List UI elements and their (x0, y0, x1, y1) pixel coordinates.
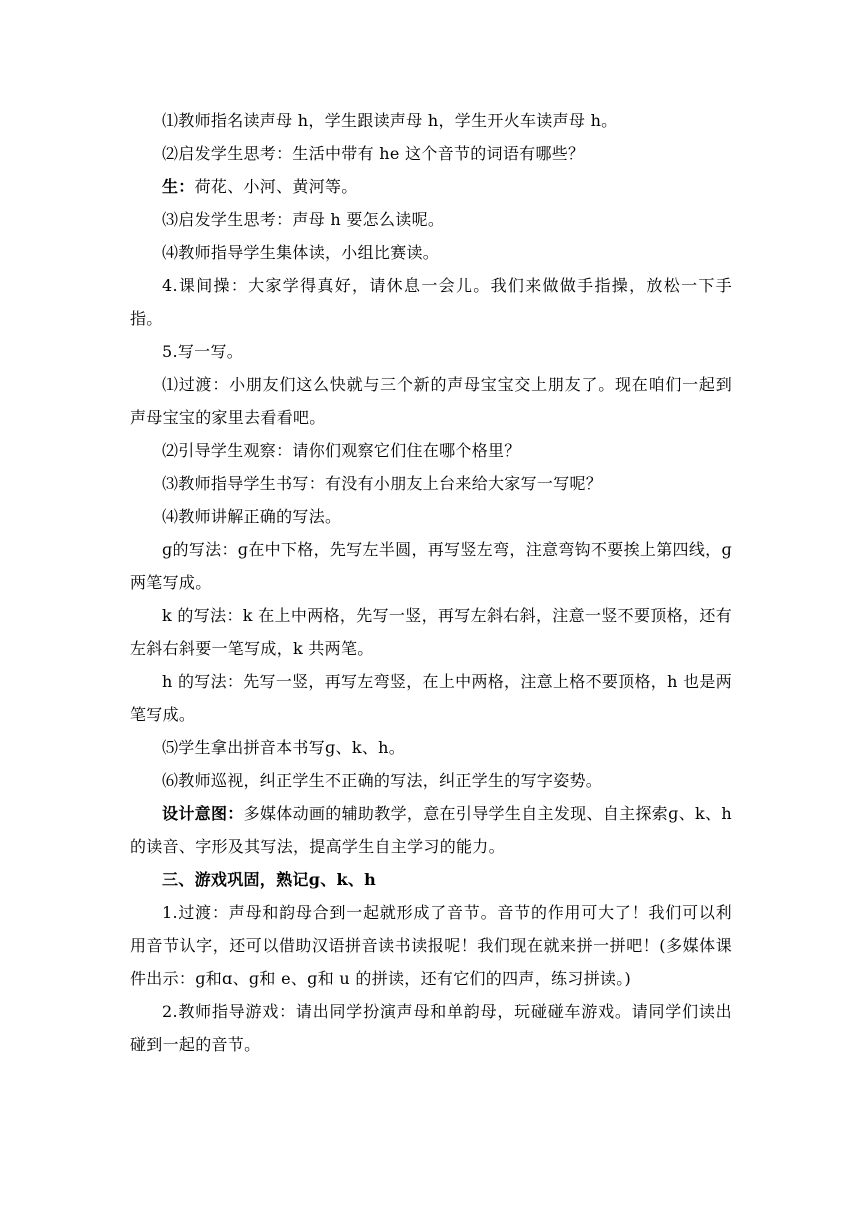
paragraph-20 (130, 995, 732, 1061)
paragraph-text: ⑷教师指导学生集体读，小组比赛读。 (162, 243, 440, 262)
paragraph-6 (130, 269, 732, 335)
paragraph-8 (130, 368, 732, 434)
paragraph-text: k 的写法：k 在上中两格，先写一竖，再写左斜右斜，注意一竖不要顶格，还有左斜右斜要一笔写成，k 共两笔。 (130, 606, 732, 658)
paragraph-text: 荷花、小河、黄河等。 (194, 177, 358, 196)
paragraph-text: h 的写法：先写一竖，再写左弯竖，在上中两格，注意上格不要顶格，h 也是两笔写成。 (130, 672, 732, 724)
document-body (130, 104, 732, 1061)
paragraph-text: ⑸学生拿出拼音本书写ɡ、k、h。 (162, 738, 406, 757)
paragraph-4 (130, 203, 732, 236)
section-heading (130, 863, 732, 896)
paragraph-text: ⑴过渡：小朋友们这么快就与三个新的声母宝宝交上朋友了。现在咱们一起到声母宝宝的家里去看看吧。 (130, 375, 732, 427)
paragraph-text: ⑷教师讲解正确的写法。 (162, 507, 342, 526)
paragraph-text: 5.写一写。 (162, 342, 244, 361)
paragraph-text: ⑵引导学生观察：请你们观察它们住在哪个格里？ (162, 441, 521, 460)
paragraph-text: 1.过渡：声母和韵母合到一起就形成了音节。音节的作用可大了！我们可以利用音节认字，还可以借助汉语拼音读书读报呢！我们现在就来拼一拼吧！(多媒体课件出示：ɡ和ɑ、ɡ和 e、ɡ和 u 的拼读，还有它们的四声，练习拼读。) (130, 903, 732, 988)
paragraph-text: 三、游戏巩固，熟记ɡ、k、h (162, 870, 377, 889)
paragraph-14 (130, 665, 732, 731)
paragraph-text: 4.课间操：大家学得真好，请休息一会儿。我们来做做手指操，放松一下手指。 (130, 276, 732, 328)
paragraph-text: ɡ的写法：ɡ在中下格，先写左半圆，再写竖左弯，注意弯钩不要挨上第四线，ɡ两笔写成。 (130, 540, 732, 592)
paragraph-1 (130, 104, 732, 137)
paragraph-10 (130, 467, 732, 500)
paragraph-text: ⑹教师巡视，纠正学生不正确的写法，纠正学生的写字姿势。 (162, 771, 603, 790)
paragraph-16 (130, 764, 732, 797)
paragraph-11 (130, 500, 732, 533)
paragraph-19 (130, 896, 732, 995)
design-intent-label: 设计意图： (162, 804, 244, 823)
paragraph-12 (130, 533, 732, 599)
student-label: 生： (162, 177, 195, 196)
paragraph-2 (130, 137, 732, 170)
paragraph-text: ⑶启发学生思考：声母 h 要怎么读呢。 (162, 210, 445, 229)
paragraph-5 (130, 236, 732, 269)
paragraph-text: 多媒体动画的辅助教学，意在引导学生自主发现、自主探索ɡ、k、h 的读音、字形及其写法，提高学生自主学习的能力。 (130, 804, 732, 856)
paragraph-17 (130, 797, 732, 863)
paragraph-text: 2.教师指导游戏：请出同学扮演声母和单韵母，玩碰碰车游戏。请同学们读出碰到一起的音节。 (130, 1002, 732, 1054)
paragraph-9 (130, 434, 732, 467)
paragraph-13 (130, 599, 732, 665)
paragraph-15 (130, 731, 732, 764)
paragraph-text: ⑴教师指名读声母 h，学生跟读声母 h，学生开火车读声母 h。 (162, 111, 618, 130)
paragraph-7 (130, 335, 732, 368)
paragraph-text: ⑵启发学生思考：生活中带有 he 这个音节的词语有哪些？ (162, 144, 585, 163)
paragraph-3 (130, 170, 732, 203)
paragraph-text: ⑶教师指导学生书写：有没有小朋友上台来给大家写一写呢？ (162, 474, 603, 493)
